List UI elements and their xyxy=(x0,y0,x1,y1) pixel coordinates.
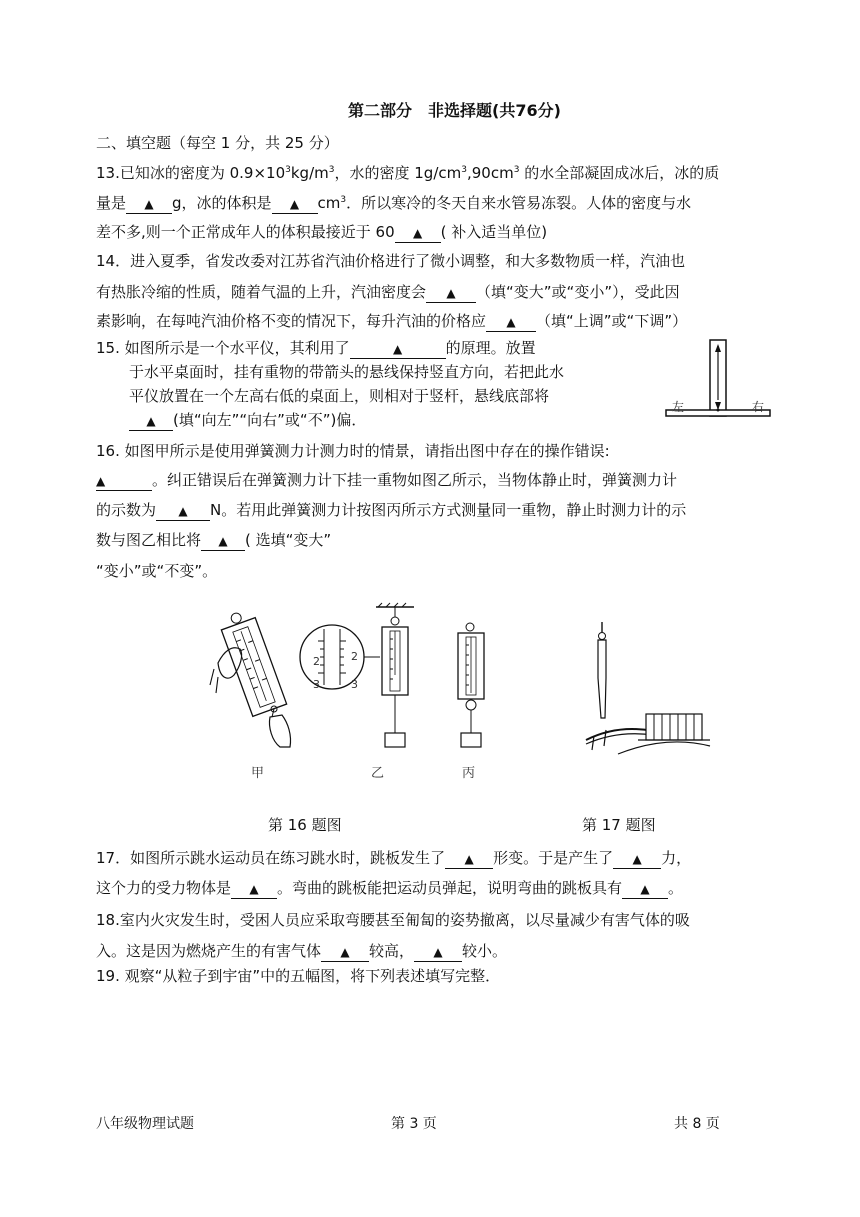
fig-label-bing: 丙 xyxy=(462,766,476,781)
q14-line3: 素影响，在每吨汽油价格不变的情况下，每升汽油的价格应 ▲ （填“上调”或“下调”） xyxy=(96,312,688,330)
answer-blank[interactable]: ▲ xyxy=(395,223,441,243)
q13-line1: 13.已知冰的密度为 $0.9\times 10^3kg/m^3$，水的密度 $1g/cm^3,90cm^3$ 的水全部凝固成冰后，冰的质 xyxy=(96,164,720,182)
section-heading: 第二部分 非选择题(共76分) xyxy=(348,101,561,120)
answer-blank[interactable]: ▲ xyxy=(350,339,446,359)
answer-blank[interactable]: ▲ xyxy=(426,283,476,303)
answer-blank[interactable]: ▲ xyxy=(414,942,462,962)
q13-line2: 量是 ▲ g，冰的体积是 ▲ $cm^3$．所以寒冷的冬天自来水管易冻裂。人体的密度与水 xyxy=(96,194,692,212)
label-left: 左 xyxy=(672,400,685,414)
q16-line1: 16. 如图甲所示是使用弹簧测力计测力时的情景，请指出图中存在的操作错误: xyxy=(96,442,610,460)
q16-line3: 的示数为 ▲ N。若用此弹簧测力计按图丙所示方式测量同一重物，静止时测力计的示 xyxy=(96,501,687,519)
fig-label-jia: 甲 xyxy=(251,766,265,781)
section-title: 二、填空题（每空 1 分，共 25 分） xyxy=(96,134,339,152)
answer-blank[interactable]: ▲ xyxy=(486,312,536,332)
q18-line2: 入。这是因为燃烧产生的有害气体 ▲ 较高， ▲ 较小。 xyxy=(96,942,508,960)
answer-blank[interactable]: ▲ xyxy=(201,531,245,551)
footer-total-pages: 共 8 页 xyxy=(674,1116,720,1132)
answer-blank[interactable]: ▲ xyxy=(321,942,369,962)
q16-line2: ▲ 。纠正错误后在弹簧测力计下挂一重物如图乙所示，当物体静止时，弹簧测力计 xyxy=(96,471,678,489)
q15-line2: 于水平桌面时，挂有重物的带箭头的悬线保持竖直方向，若把此水 xyxy=(129,363,565,381)
answer-blank[interactable]: ▲ xyxy=(96,471,152,491)
answer-blank[interactable]: ▲ xyxy=(126,194,172,214)
zoom-tick-label: 2 xyxy=(351,650,358,663)
q17-line1: 17．如图所示跳水运动员在练习跳水时，跳板发生了 ▲ 形变。于是产生了 ▲ 力， xyxy=(96,849,692,867)
answer-blank[interactable]: ▲ xyxy=(445,849,493,869)
q15-line4: ▲ (填“向左”“向右”或“不”)偏． xyxy=(129,410,366,431)
q19-line1: 19. 观察“从粒子到宇宙”中的五幅图，将下列表述填写完整． xyxy=(96,967,501,985)
zoom-tick-label: 3 xyxy=(313,678,320,691)
footer-page-number: 第 3 页 xyxy=(391,1116,437,1132)
zoom-tick-label: 2 xyxy=(313,655,320,668)
q16-line4: 数与图乙相比将 ▲ ( 选填“变大” xyxy=(96,531,332,549)
footer-left: 八年级物理试题 xyxy=(96,1116,194,1132)
answer-blank[interactable]: ▲ xyxy=(613,849,661,869)
q13-line3: 差不多,则一个正常成年人的体积最接近于 60 ▲ ( 补入适当单位) xyxy=(96,223,548,241)
q15-line1: 15. 如图所示是一个水平仪，其利用了 ▲ 的原理。放置 xyxy=(96,339,536,357)
q18-line1: 18.室内火灾发生时，受困人员应采取弯腰甚至匍匐的姿势撤离，以尽量减少有害气体的吸 xyxy=(96,911,690,929)
caption-fig16: 第 16 题图 xyxy=(268,816,342,834)
spring-scale-figure xyxy=(210,605,510,755)
fig-label-yi: 乙 xyxy=(371,766,385,781)
q17-line2: 这个力的受力物体是 ▲ 。弯曲的跳板能把运动员弹起，说明弯曲的跳板具有 ▲ 。 xyxy=(96,879,684,897)
label-right: 右 xyxy=(752,400,765,414)
q14-line1: 14．进入夏季，省发改委对江苏省汽油价格进行了微小调整，和大多数物质一样，汽油也 xyxy=(96,252,686,270)
zoom-tick-label: 3 xyxy=(351,678,358,691)
answer-blank[interactable]: ▲ xyxy=(129,411,173,431)
q15-line3: 平仪放置在一个左高右低的桌面上，则相对于竖杆，悬线底部将 xyxy=(129,387,550,405)
answer-blank[interactable]: ▲ xyxy=(272,194,318,214)
q16-line5: “变小”或“不变”。 xyxy=(96,562,218,580)
caption-fig17: 第 17 题图 xyxy=(582,816,656,834)
answer-blank[interactable]: ▲ xyxy=(231,879,277,899)
diver-figure xyxy=(578,618,718,768)
answer-blank[interactable]: ▲ xyxy=(156,501,210,521)
answer-blank[interactable]: ▲ xyxy=(622,879,668,899)
q14-line2: 有热胀冷缩的性质，随着气温的上升，汽油密度会 ▲ （填“变大”或“变小”），受此因 xyxy=(96,283,680,301)
